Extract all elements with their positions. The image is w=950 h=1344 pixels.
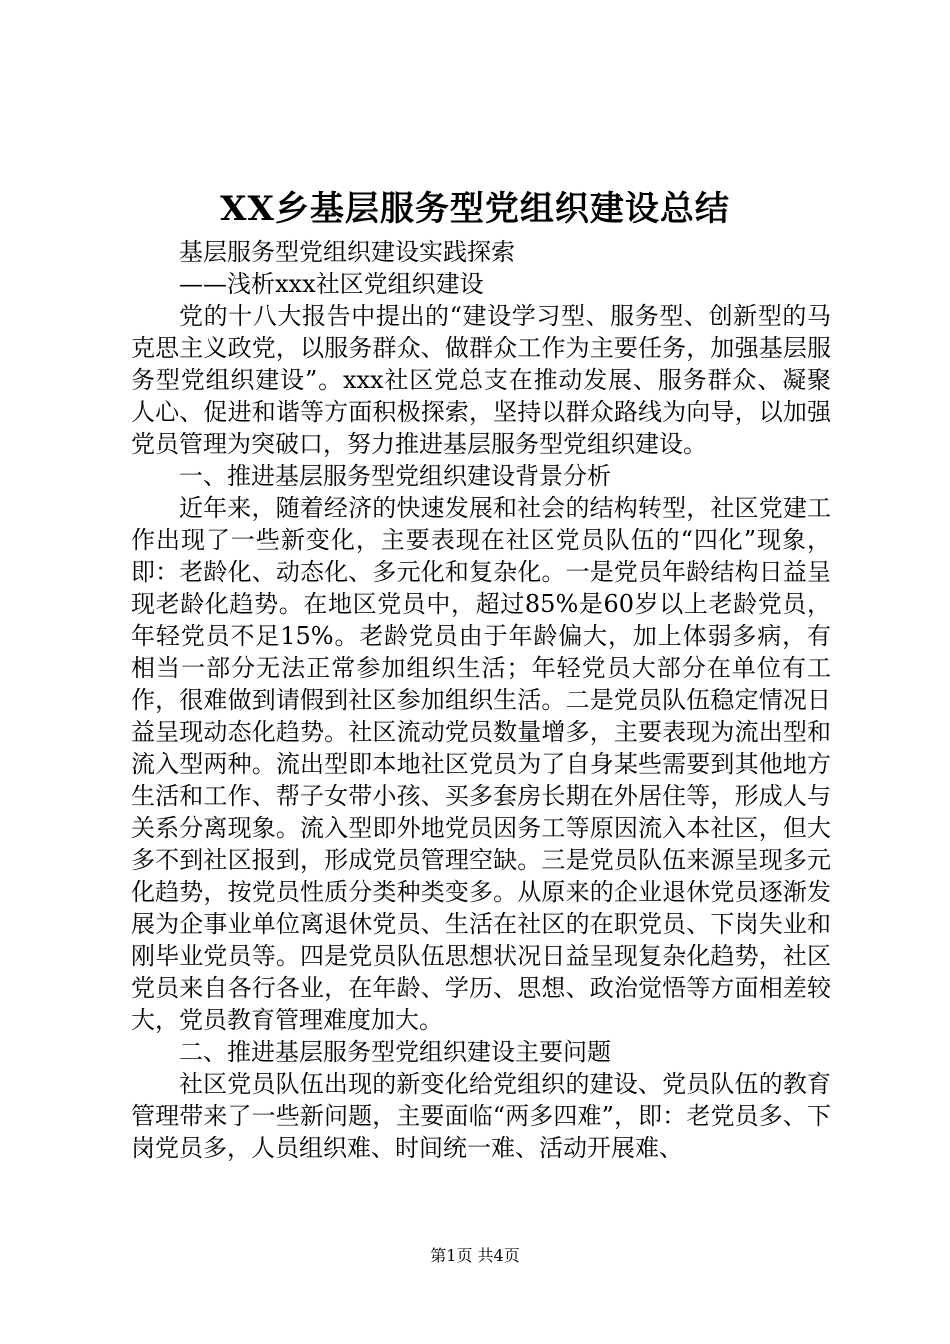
section-heading: 二、推进基层服务型党组织建设主要问题 — [179, 1038, 611, 1066]
document-title: XX乡基层服务型党组织建设总结 — [220, 189, 730, 229]
page-footer: 第1页 共4页 — [430, 1246, 520, 1265]
section-heading: 一、推进基层服务型党组织建设背景分析 — [179, 462, 611, 490]
body-paragraph: 党的十八大报告中提出的“建设学习型、服务型、创新型的马克思主义政党，以服务群众、做群众工作为主要任务，加强基层服务型党组织建设”。xxx社区党总支在推动发展、服务群众、凝聚人心、促进和谐等方面积极探索，坚持以群众路线为向导，以加强党员管理为突破口，努力推进基层服务型党组织建设。 — [131, 302, 831, 458]
document-body — [131, 236, 831, 1164]
body-paragraph: 近年来，随着经济的快速发展和社会的结构转型，社区党建工作出现了一些新变化，主要表现在社区党员队伍的“四化”现象，即：老龄化、动态化、多元化和复杂化。一是党员年龄结构日益呈现老龄化趋势。在地区党员中，超过85%是60岁以上老龄党员，年轻党员不足15%。老龄党员由于年龄偏大，加上体弱多病，有相当一部分无法正常参加组织生活；年轻党员大部分在单位有工作，很难做到请假到社区参加组织生活。二是党员队伍稳定情况日益呈现动态化趋势。社区流动党员数量增多，主要表现为流出型和流入型两种。流出型即本地社区党员为了自身某些需要到其他地方生活和工作、帮子女带小孩、买多套房长期在外居住等，形成人与关系分离现象。流入型即外地党员因务工等原因流入本社区，但大多不到社区报到，形成党员管理空缺。三是党员队伍来源呈现多元化趋势，按党员性质分类种类变多。从原来的企业退休党员逐渐发展为企事业单位离退休党员、生活在社区的在职党员、下岗失业和刚毕业党员等。四是党员队伍思想状况日益呈现复杂化趋势，社区党员来自各行各业，在年龄、学历、思想、政治觉悟等方面相差较大，党员教育管理难度加大。 — [131, 494, 831, 1034]
subtitle-line: 基层服务型党组织建设实践探索 — [179, 238, 515, 266]
body-paragraph: 社区党员队伍出现的新变化给党组织的建设、党员队伍的教育管理带来了一些新问题，主要面临“两多四难”，即：老党员多、下岗党员多，人员组织难、时间统一难、活动开展难、 — [131, 1070, 831, 1162]
subtitle-line: ——浅析xxx社区党组织建设 — [179, 270, 484, 298]
